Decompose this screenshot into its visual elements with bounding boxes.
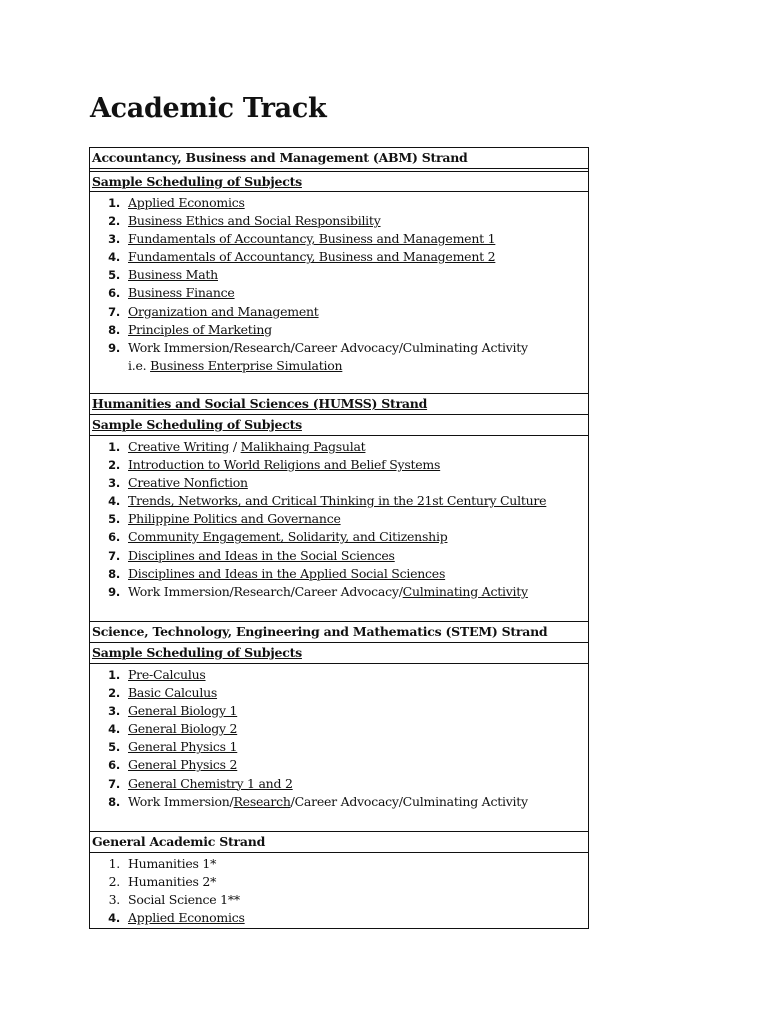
list-number: 7.	[108, 776, 120, 791]
ie-prefix: i.e.	[128, 357, 147, 373]
list-number: 8.	[108, 566, 120, 581]
subject-link[interactable]: Applied Economics	[128, 910, 245, 926]
list-number: 6.	[108, 530, 120, 545]
list-number: 3.	[108, 476, 120, 491]
list-item	[90, 194, 588, 212]
list-item	[90, 909, 588, 927]
subject-link[interactable]: Research	[233, 793, 291, 809]
gas-subject-list	[90, 853, 588, 928]
list-number: 1.	[108, 196, 120, 210]
subject-link[interactable]: General Biology 1	[128, 703, 238, 719]
subject-link[interactable]: Introduction to World Religions and Belief Systems	[128, 457, 441, 473]
list-number: 6.	[108, 758, 120, 773]
gas-strand-title: General Academic Strand	[92, 834, 266, 849]
humss-strand-heading	[90, 394, 588, 415]
list-number: 8.	[108, 794, 120, 809]
list-item	[90, 248, 588, 266]
list-item	[90, 891, 588, 909]
abm-subject-list	[90, 192, 588, 394]
list-item	[90, 438, 588, 456]
subject-text: /Career Advocacy/Culminating Activity	[290, 793, 528, 809]
list-item	[90, 510, 588, 528]
list-item	[90, 666, 588, 684]
subject-link[interactable]: General Chemistry 1 and 2	[128, 775, 293, 791]
list-item-continuation	[90, 357, 588, 375]
list-item	[90, 565, 588, 583]
list-number: 1.	[108, 668, 120, 682]
list-item	[90, 793, 588, 811]
list-item	[90, 456, 588, 474]
list-number: 3.	[108, 704, 120, 719]
list-item	[90, 855, 588, 873]
list-number: 7.	[108, 304, 120, 319]
list-item	[90, 738, 588, 756]
subject-text: Work Immersion/	[128, 793, 234, 809]
list-number: 5.	[108, 268, 120, 283]
abm-sample-heading	[90, 171, 588, 192]
subject-link[interactable]: Organization and Management	[128, 303, 319, 319]
list-item	[90, 720, 588, 738]
subject-link[interactable]: Pre-Calculus	[128, 667, 206, 682]
list-number: 4.	[108, 250, 120, 265]
subject-link[interactable]: Basic Calculus	[128, 685, 218, 701]
stem-sample-title: Sample Scheduling of Subjects	[92, 645, 302, 660]
subject-text: Humanities 1*	[128, 856, 217, 871]
list-number: 2.	[108, 686, 120, 701]
list-item	[90, 339, 588, 357]
list-number: 4.	[108, 722, 120, 737]
humss-strand-title: Humanities and Social Sciences (HUMSS) Strand	[92, 396, 428, 411]
list-item	[90, 266, 588, 284]
subject-link[interactable]: Fundamentals of Accountancy, Business and Management 1	[128, 231, 496, 247]
subject-link[interactable]: Disciplines and Ideas in the Social Sciences	[128, 547, 395, 563]
subject-link[interactable]: Community Engagement, Solidarity, and Citizenship	[128, 529, 448, 545]
list-number: 4.	[108, 911, 120, 926]
list-number: 3.	[108, 892, 120, 908]
list-item	[90, 528, 588, 546]
subject-link[interactable]: Trends, Networks, and Critical Thinking in the 21st Century Culture	[128, 493, 547, 509]
list-number: 1.	[108, 440, 120, 454]
list-item	[90, 702, 588, 720]
subject-link[interactable]: Principles of Marketing	[128, 321, 272, 337]
list-number: 7.	[108, 548, 120, 563]
humss-subject-list	[90, 436, 588, 622]
list-item	[90, 303, 588, 321]
list-number: 9.	[108, 340, 120, 355]
list-item	[90, 474, 588, 492]
subject-text: Social Science 1**	[128, 892, 240, 908]
list-item	[90, 583, 588, 601]
list-item	[90, 684, 588, 702]
stem-sample-heading	[90, 643, 588, 664]
list-number: 2.	[108, 458, 120, 473]
subject-link[interactable]: Business Enterprise Simulation	[150, 357, 343, 373]
list-number: 8.	[108, 322, 120, 337]
list-number: 9.	[108, 584, 120, 599]
subject-link[interactable]: Culminating Activity	[402, 583, 528, 599]
list-item	[90, 321, 588, 339]
list-item	[90, 212, 588, 230]
humss-sample-heading	[90, 415, 588, 436]
stem-subject-list	[90, 664, 588, 832]
list-item	[90, 873, 588, 891]
subject-link[interactable]: General Biology 2	[128, 721, 238, 737]
abm-sample-title: Sample Scheduling of Subjects	[92, 174, 302, 189]
list-number: 1.	[108, 856, 120, 871]
list-number: 5.	[108, 512, 120, 527]
humss-sample-title: Sample Scheduling of Subjects	[92, 417, 302, 432]
list-number: 2.	[108, 874, 120, 890]
list-number: 4.	[108, 494, 120, 509]
separator: /	[229, 439, 241, 454]
stem-strand-heading	[90, 622, 588, 643]
subject-text: Work Immersion/Research/Career Advocacy/	[128, 583, 403, 599]
abm-strand-heading	[90, 148, 588, 169]
abm-strand-title: Accountancy, Business and Management (ABM) Strand	[92, 150, 468, 165]
list-item	[90, 492, 588, 510]
subject-link[interactable]: Fundamentals of Accountancy, Business and Management 2	[128, 249, 496, 265]
academic-track-table	[89, 147, 589, 929]
list-number: 5.	[108, 740, 120, 755]
subject-link[interactable]: Applied Economics	[128, 195, 245, 210]
stem-strand-title: Science, Technology, Engineering and Mathematics (STEM) Strand	[92, 624, 548, 639]
gas-strand-heading	[90, 832, 588, 853]
list-item	[90, 284, 588, 302]
subject-link[interactable]: Business Math	[128, 267, 218, 283]
subject-link[interactable]: General Physics 1	[128, 739, 238, 755]
subject-link[interactable]: Malikhaing Pagsulat	[240, 439, 366, 454]
list-number: 3.	[108, 232, 120, 247]
subject-link[interactable]: General Physics 2	[128, 757, 238, 773]
list-number: 6.	[108, 286, 120, 301]
subject-text: Humanities 2*	[128, 874, 217, 890]
subject-link[interactable]: Business Finance	[128, 285, 235, 301]
subject-link[interactable]: Philippine Politics and Governance	[128, 511, 341, 527]
list-number: 2.	[108, 214, 120, 229]
subject-link[interactable]: Business Ethics and Social Responsibility	[128, 213, 381, 229]
list-item	[90, 547, 588, 565]
subject-link[interactable]: Creative Nonfiction	[128, 475, 248, 491]
list-item	[90, 775, 588, 793]
subject-link[interactable]: Disciplines and Ideas in the Applied Social Sciences	[128, 565, 446, 581]
subject-text: Work Immersion/Research/Career Advocacy/Culminating Activity	[128, 339, 528, 355]
list-item	[90, 230, 588, 248]
subject-link[interactable]: Creative Writing	[128, 439, 230, 454]
page-title: Academic Track	[90, 93, 327, 124]
list-item	[90, 756, 588, 774]
